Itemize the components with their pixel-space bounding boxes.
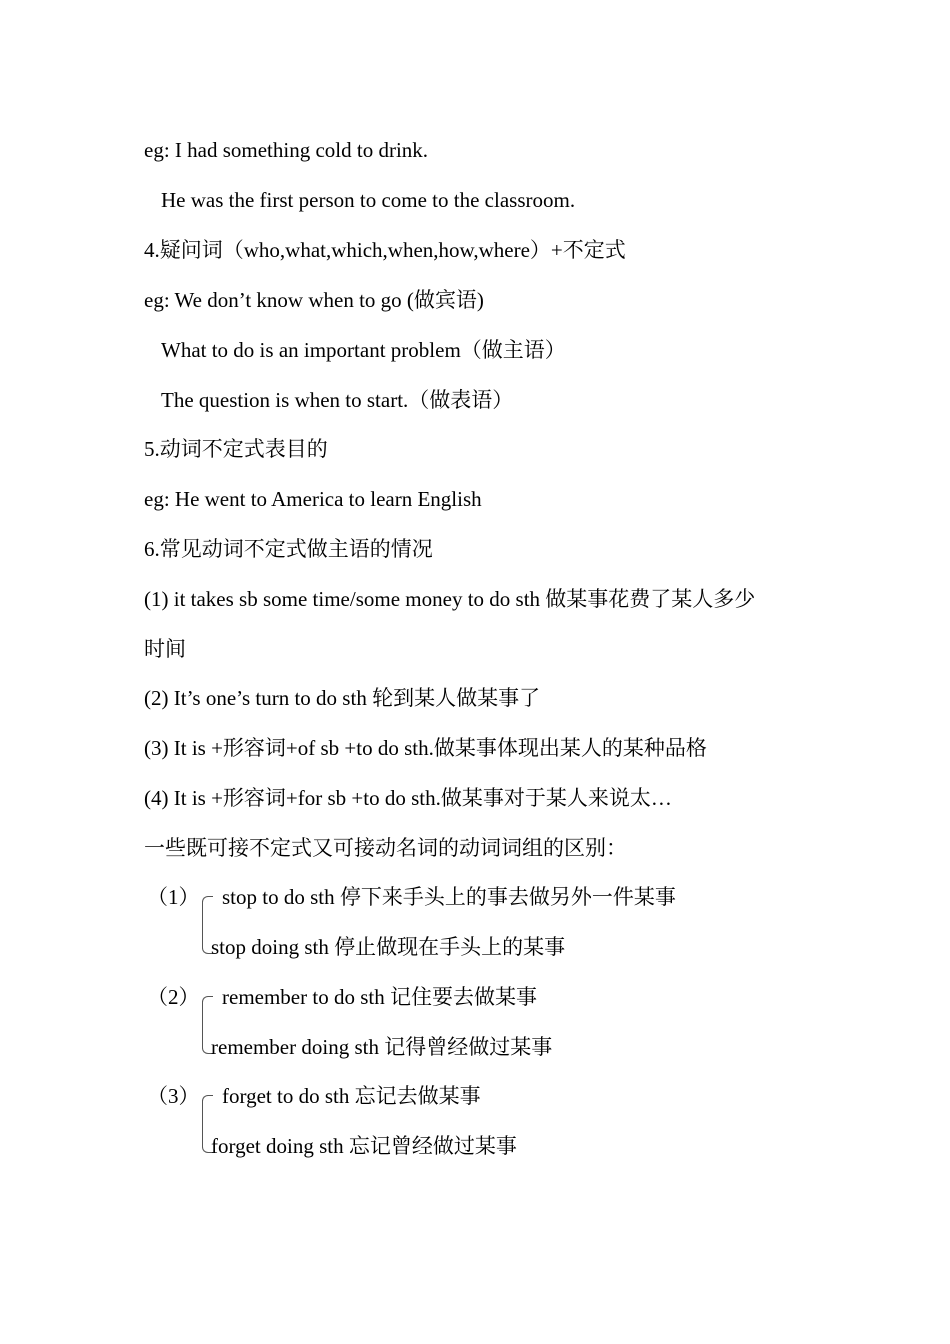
example-line: He was the first person to come to the classroom.	[161, 188, 576, 212]
example-line: What to do is an important problem（做主语）	[161, 338, 566, 362]
rule-line: (3) It is +形容词+of sb +to do sth.做某事体现出某人的某种品格	[144, 736, 707, 760]
section-heading: 5.动词不定式表目的	[144, 437, 328, 461]
pair-number: （1）	[147, 885, 200, 909]
phrase-option: stop to do sth 停下来手头上的事去做另外一件某事	[222, 885, 676, 909]
section-heading: 一些既可接不定式又可接动名词的动词词组的区别：	[144, 836, 627, 860]
rule-line: (1) it takes sb some time/some money to do sth 做某事花费了某人多少	[144, 587, 756, 611]
phrase-option: forget doing sth 忘记曾经做过某事	[211, 1134, 517, 1158]
phrase-option: remember doing sth 记得曾经做过某事	[211, 1035, 553, 1059]
phrase-option: remember to do sth 记住要去做某事	[222, 985, 537, 1009]
example-line: eg: I had something cold to drink.	[144, 138, 429, 162]
example-line: The question is when to start.（做表语）	[161, 388, 514, 412]
example-line: eg: He went to America to learn English	[144, 487, 482, 511]
phrase-option: stop doing sth 停止做现在手头上的某事	[211, 935, 566, 959]
example-line: eg: We don’t know when to go (做宾语)	[144, 288, 484, 312]
rule-line-continued: 时间	[144, 637, 186, 661]
phrase-option: forget to do sth 忘记去做某事	[222, 1084, 481, 1108]
section-heading: 4.疑问词（who,what,which,when,how,where）+不定式	[144, 238, 626, 262]
pair-number: （3）	[147, 1084, 200, 1108]
section-heading: 6.常见动词不定式做主语的情况	[144, 537, 433, 561]
rule-line: (4) It is +形容词+for sb +to do sth.做某事对于某人来说太…	[144, 786, 672, 810]
pair-number: （2）	[147, 985, 200, 1009]
rule-line: (2) It’s one’s turn to do sth 轮到某人做某事了	[144, 686, 541, 710]
